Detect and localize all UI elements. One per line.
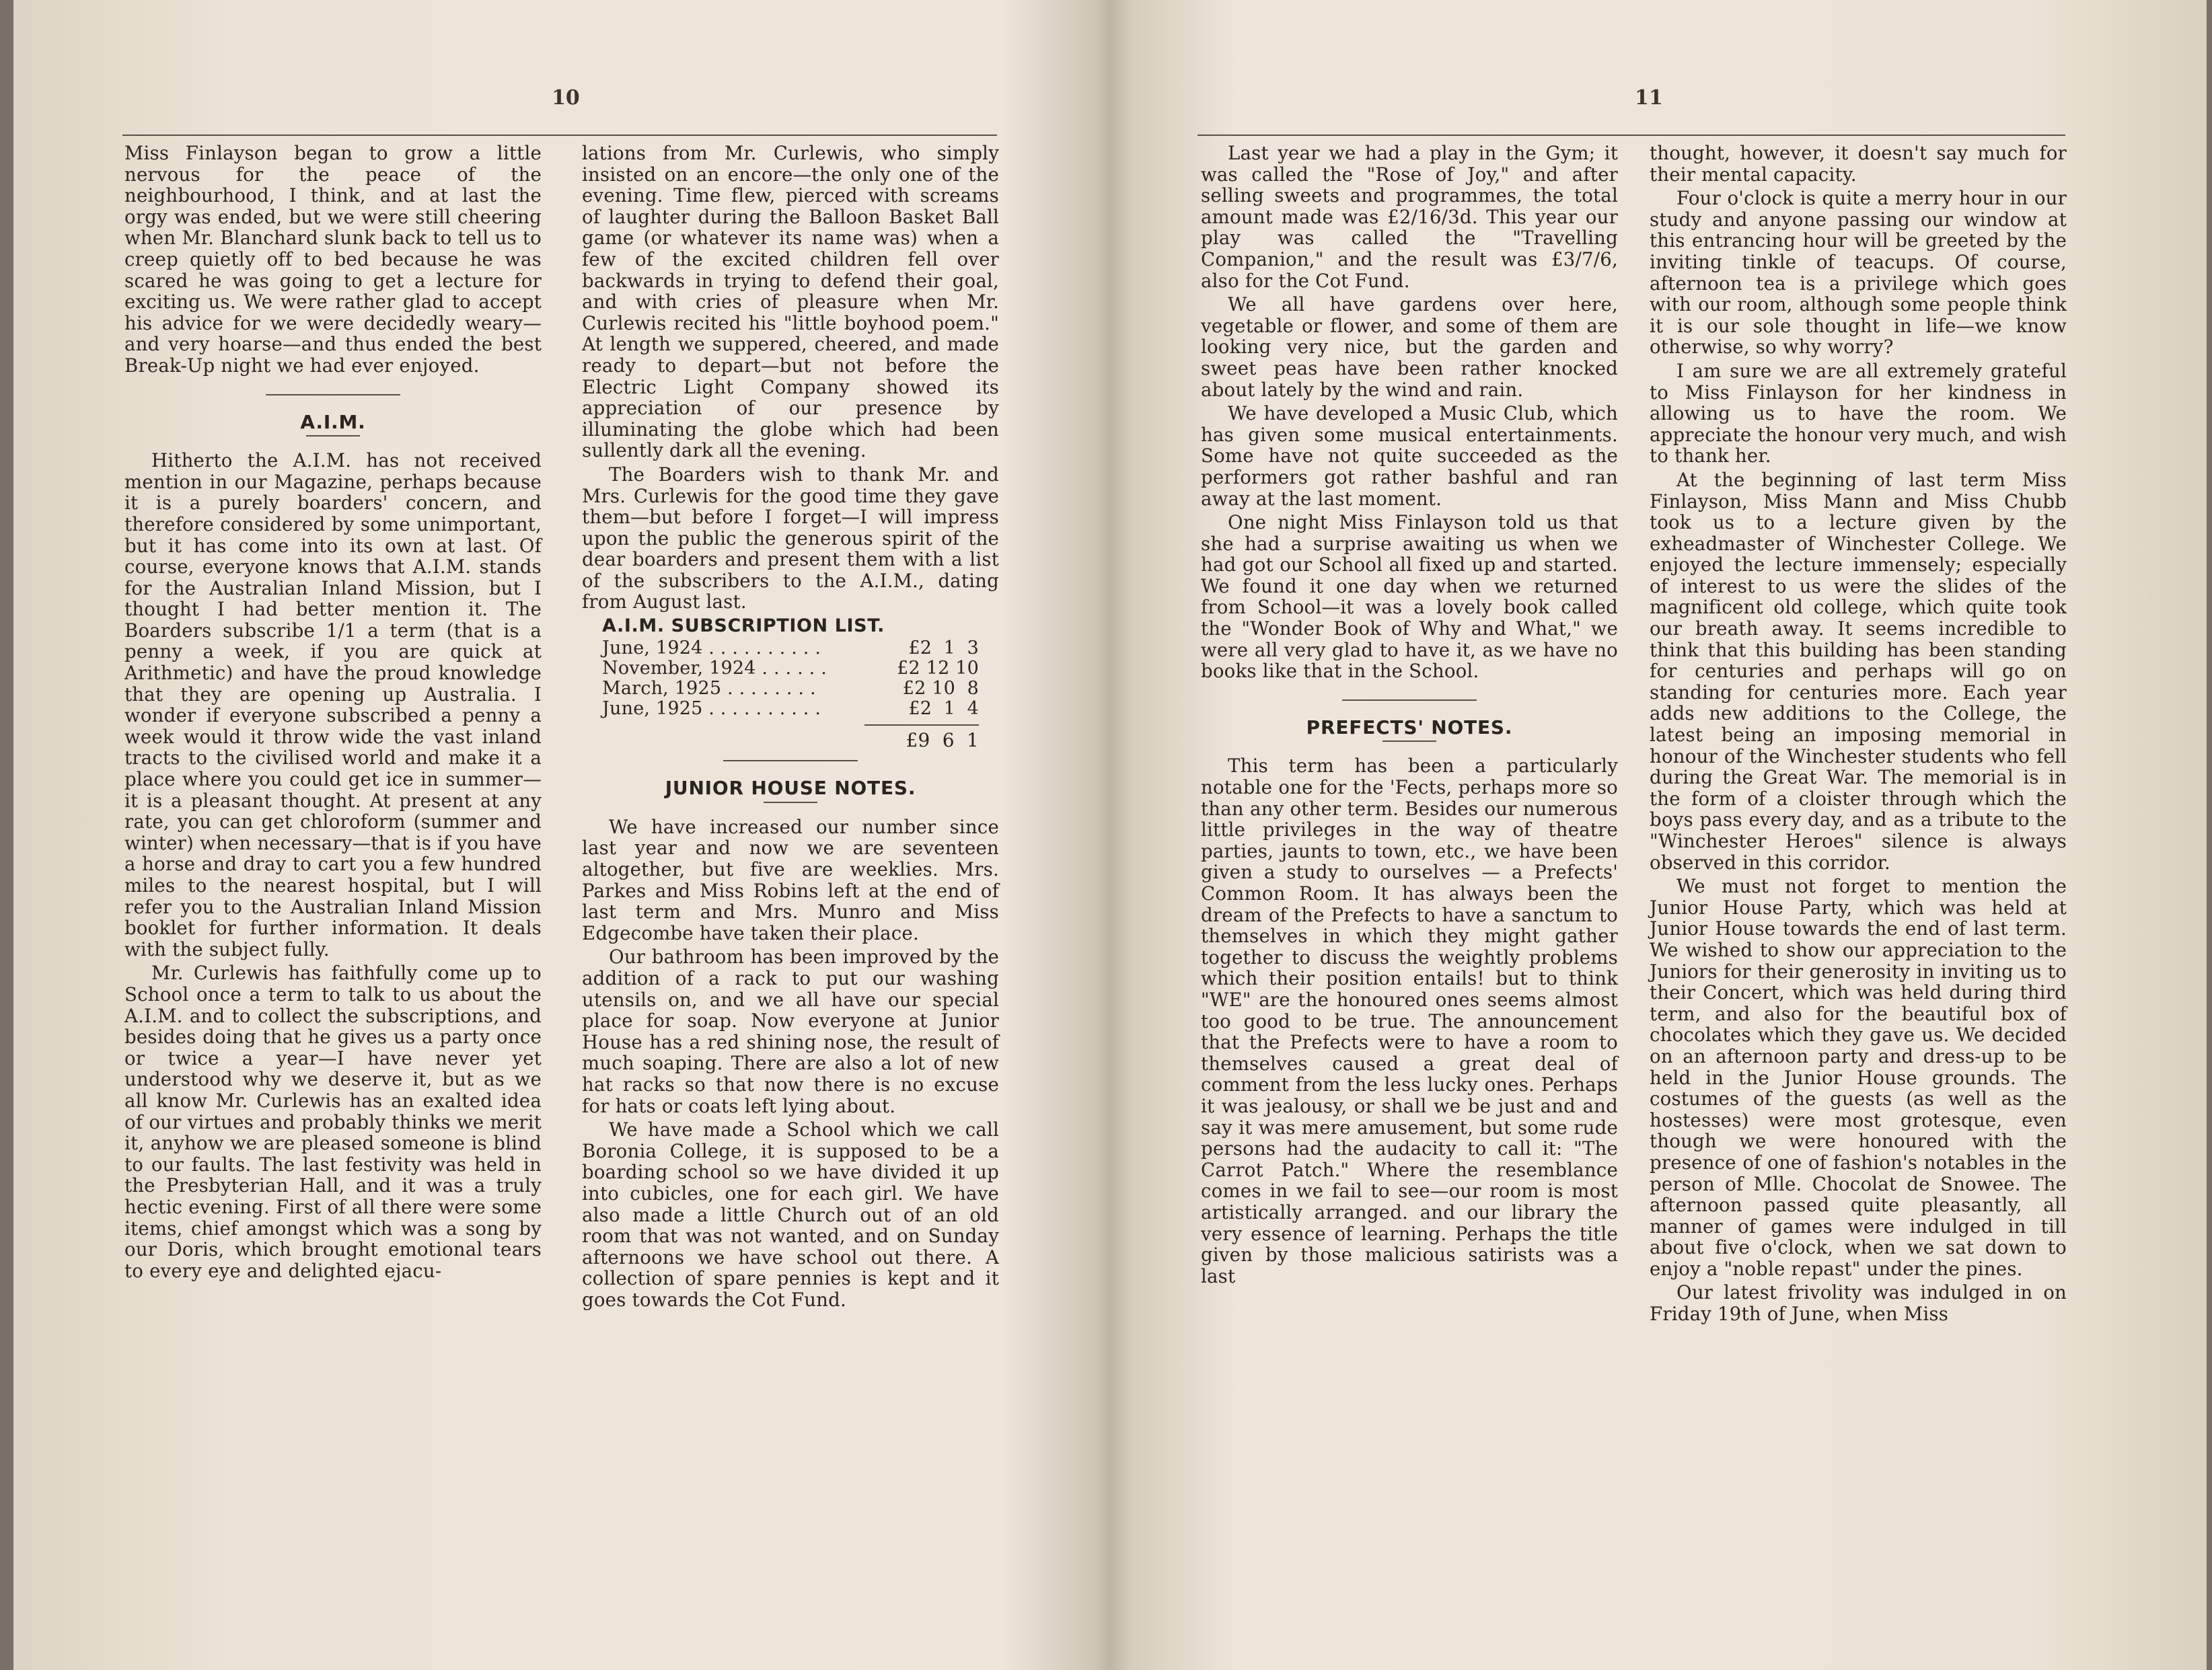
section-heading-junior-house: JUNIOR HOUSE NOTES. [665, 777, 916, 800]
paragraph: One night Miss Finlayson told us that she had a surprise awaiting us when we had got our School all fixed up and started. We found it one day when we returned from School—it was a lovely book called the "Wonder Book of Why and What," we were all very glad to have it, as we have no books like that in the School. [1201, 511, 1618, 683]
section-divider [266, 394, 400, 395]
paragraph: I am sure we are all extremely grateful to Miss Finlayson for her kindness in allowing us to have the room. We appreciate the honour very much, and wish to thank her. [1650, 359, 2067, 467]
subscription-date: March, 1925 . . . . . . . . [602, 677, 816, 699]
subscription-amount: £2 10 8 [902, 677, 979, 699]
left-page-column-1 [124, 143, 542, 1284]
subscription-total: £9 6 1 [906, 728, 979, 751]
header-rule [122, 135, 997, 136]
subscription-date: November, 1924 . . . . . . [602, 657, 827, 679]
subscription-list [602, 638, 979, 719]
paragraph: We must not forget to mention the Junior House Party, which was held at Junior House towards the end of last term. We wished to show our appreciation to the Juniors for their generosity in inviting us to their Concert, which was held during third term, and also for the beautiful box of chocolates which they gave us. We decided on an afternoon party and dress-up to be held in the Junior House grounds. The costumes of the guests (as well as the hostesses) were most grotesque, even though we were honoured with the presence of one of fashion's notables in the person of Mlle. Chocolat de Snowee. The afternoon passed quite pleasantly, all manner of games were indulged in till about five o'clock, when we sat down to enjoy a "noble repast" under the pines. [1650, 875, 2067, 1280]
paragraph: Hitherto the A.I.M. has not received mention in our Magazine, perhaps because it is a purely boarders' concern, and therefore considered by some unimportant, but it has come into its own at last. Of course, everyone knows that A.I.M. stands for the Australian Inland Mission, but I thought I had better mention it. The Boarders subscribe 1/1 a term (that is a penny a week, if you are quick at Arithmetic) and have the proud knowledge that they are opening up Australia. I wonder if everyone subscribed a penny a week would it throw wide the vast inland tracts to the civilised world and make it a place where you could get ice in summer—it is a pleasant thought. At present at any rate, you can get chloroform (summer and winter) when necessary—that is if you have a horse and dray to cart you a few hundred miles to the nearest hospital, but I will refer you to the Australian Inland Mission booklet for further information. It deals with the subject fully. [124, 449, 542, 960]
subscription-amount: £2 12 10 [897, 657, 979, 679]
subscription-amount: £2 1 4 [908, 697, 979, 719]
paragraph: Our bathroom has been improved by the addition of a rack to put our washing utensils on, and we all have our special place for soap. Now everyone at Junior House has a red shining nose, the result of much soaping. There are also a lot of new hat racks so that now there is no excuse for hats or coats left lying about. [582, 946, 999, 1117]
paragraph: The Boarders wish to thank Mr. and Mrs. Curlewis for the good time they gave them—but before I forget—I will impress upon the public the generous spirit of the dear boarders and present them with a list of the subscribers to the A.I.M., dating from August last. [582, 463, 999, 613]
subscription-row [602, 658, 979, 679]
page-number: 11 [1635, 86, 1663, 110]
magazine-spread [13, 0, 2207, 1670]
page-number: 10 [552, 86, 580, 110]
section-divider [1342, 699, 1477, 701]
right-page [1117, 0, 2207, 1670]
paragraph: Our latest frivolity was indulged in on Friday 19th of June, when Miss [1650, 1281, 2067, 1326]
subscription-list-title: A.I.M. SUBSCRIPTION LIST. [602, 615, 885, 637]
heading-underline [1382, 741, 1436, 742]
left-page-column-2 [582, 143, 999, 1314]
subscription-row [602, 699, 979, 719]
heading-underline [764, 802, 817, 803]
paragraph: We have made a School which we call Boronia College, it is supposed to be a boarding school so we have divided it up into cubicles, one for each girl. We have also made a little Church out of an old room that was not wanted, and on Sunday afternoons we have school out there. A collection of spare pennies is kept and it goes towards the Cot Fund. [582, 1118, 999, 1311]
paragraph: At the beginning of last term Miss Finlayson, Miss Mann and Miss Chubb took us to a lecture given by the exheadmaster of Winchester College. We enjoyed the lecture immensely; especially of interest to us were the slides of the magnificent old college, which quite took our breath away. It seems incredible to think that this building has been standing for centuries and perhaps will go on standing for centuries more. Each year adds new additions to the College, the latest being an imposing memorial in honour of the Winchester students who fell during the Great War. The memorial is in the form of a cloister through which the boys pass every day, and as a tribute to the "Winchester Heroes" silence is always observed in this corridor. [1650, 468, 2067, 874]
subscription-date: June, 1925 . . . . . . . . . . [602, 697, 821, 719]
paragraph: Mr. Curlewis has faithfully come up to School once a term to talk to us about the A.I.M. and to collect the subscriptions, and besides doing that he gives us a party once or twice a year—I have never yet understood why we deserve it, but as we all know Mr. Curlewis has an exalted idea of our virtues and probably thinks we merit it, anyhow we are pleased someone is blind to our faults. The last festivity was held in the Presbyterian Hall, and it was a truly hectic evening. First of all there were some items, chief amongst which was a song by our Doris, which brought emotional tears to every eye and delighted ejacu- [124, 962, 542, 1282]
subscription-date: June, 1924 . . . . . . . . . . [602, 637, 821, 658]
paragraph: This term has been a particularly notable one for the 'Fects, perhaps more so than any other term. Besides our numerous little privileges in the way of theatre parties, jaunts to town, etc., we have been given a study to ourselves — a Prefects' Common Room. It has always been the dream of the Prefects to have a sanctum to themselves in which they might gather together to discuss the weightly problems which their position entails! but to think "WE" are the honoured ones seems almost too good to be true. The announcement that the Prefects were to have a room to themselves caused a great deal of comment from the less lucky ones. Perhaps it was jealousy, or shall we be just and and say it was mere amusement, but some rude persons had the audacity to call it: "The Carrot Patch." Where the resemblance comes in we fail to see—our room is most artistically arranged. and our library the very essence of learning. Perhaps the title given by those malicious satirists was a last [1201, 755, 1618, 1287]
section-heading-aim: A.I.M. [300, 410, 366, 433]
header-rule [1197, 135, 2065, 136]
paragraph: Four o'clock is quite a merry hour in our study and anyone passing our window at this entrancing hour will be greeted by the inviting tinkle of teacups. Of course, afternoon tea is a privilege which goes with our room, although some people think it is our sole thought in life—we know otherwise, so why worry? [1650, 187, 2067, 358]
paragraph: We have increased our number since last year and now we are seventeen altogether, but five are weeklies. Mrs. Parkes and Miss Robins left at the end of last term and Mrs. Munro and Miss Edgecombe have taken their place. [582, 815, 999, 944]
paragraph: lations from Mr. Curlewis, who simply insisted on an encore—the only one of the evening. Time flew, pierced with screams of laughter during the Balloon Basket Ball game (or whatever its name was) when a few of the excited children fell over backwards in trying to defend their goal, and with cries of pleasure when Mr. Curlewis recited his "little boyhood poem." At length we suppered, cheered, and made ready to depart—but not before the Electric Light Company showed its appreciation of our presence by illuminating the globe which had been sullently dark all the evening. [582, 142, 999, 462]
paragraph: Miss Finlayson began to grow a little nervous for the peace of the neighbourhood, I think, and at last the orgy was ended, but we were still cheering when Mr. Blanchard slunk back to tell us to creep quietly off to bed because he was scared he was going to get a lecture for exciting us. We were rather glad to accept his advice for we were decidedly weary—and very hoarse—and thus ended the best Break-Up night we had ever enjoyed. [124, 142, 542, 377]
section-heading-prefects: PREFECTS' NOTES. [1306, 716, 1513, 738]
paragraph: We all have gardens over here, vegetable or flower, and some of them are looking very nice, but the garden and sweet peas have been rather knocked about lately by the wind and rain. [1201, 293, 1618, 401]
section-divider [723, 760, 858, 761]
total-rule [864, 724, 979, 726]
subscription-row [602, 638, 979, 658]
heading-underline [306, 435, 360, 437]
subscription-row [602, 679, 979, 699]
subscription-amount: £2 1 3 [908, 637, 979, 658]
left-page [13, 0, 1103, 1670]
right-page-column-1 [1201, 143, 1618, 1289]
paragraph: Last year we had a play in the Gym; it was called the "Rose of Joy," and after selling sweets and programmes, the total amount made was £2/16/3d. This year our play was called the "Travelling Companion," and the result was £3/7/6, also for the Cot Fund. [1201, 142, 1618, 292]
right-page-column-2 [1650, 143, 2067, 1328]
paragraph: thought, however, it doesn't say much for their mental capacity. [1650, 142, 2067, 186]
paragraph: We have developed a Music Club, which has given some musical entertainments. Some have not quite succeeded as the performers got rather bashful and ran away at the last moment. [1201, 402, 1618, 510]
